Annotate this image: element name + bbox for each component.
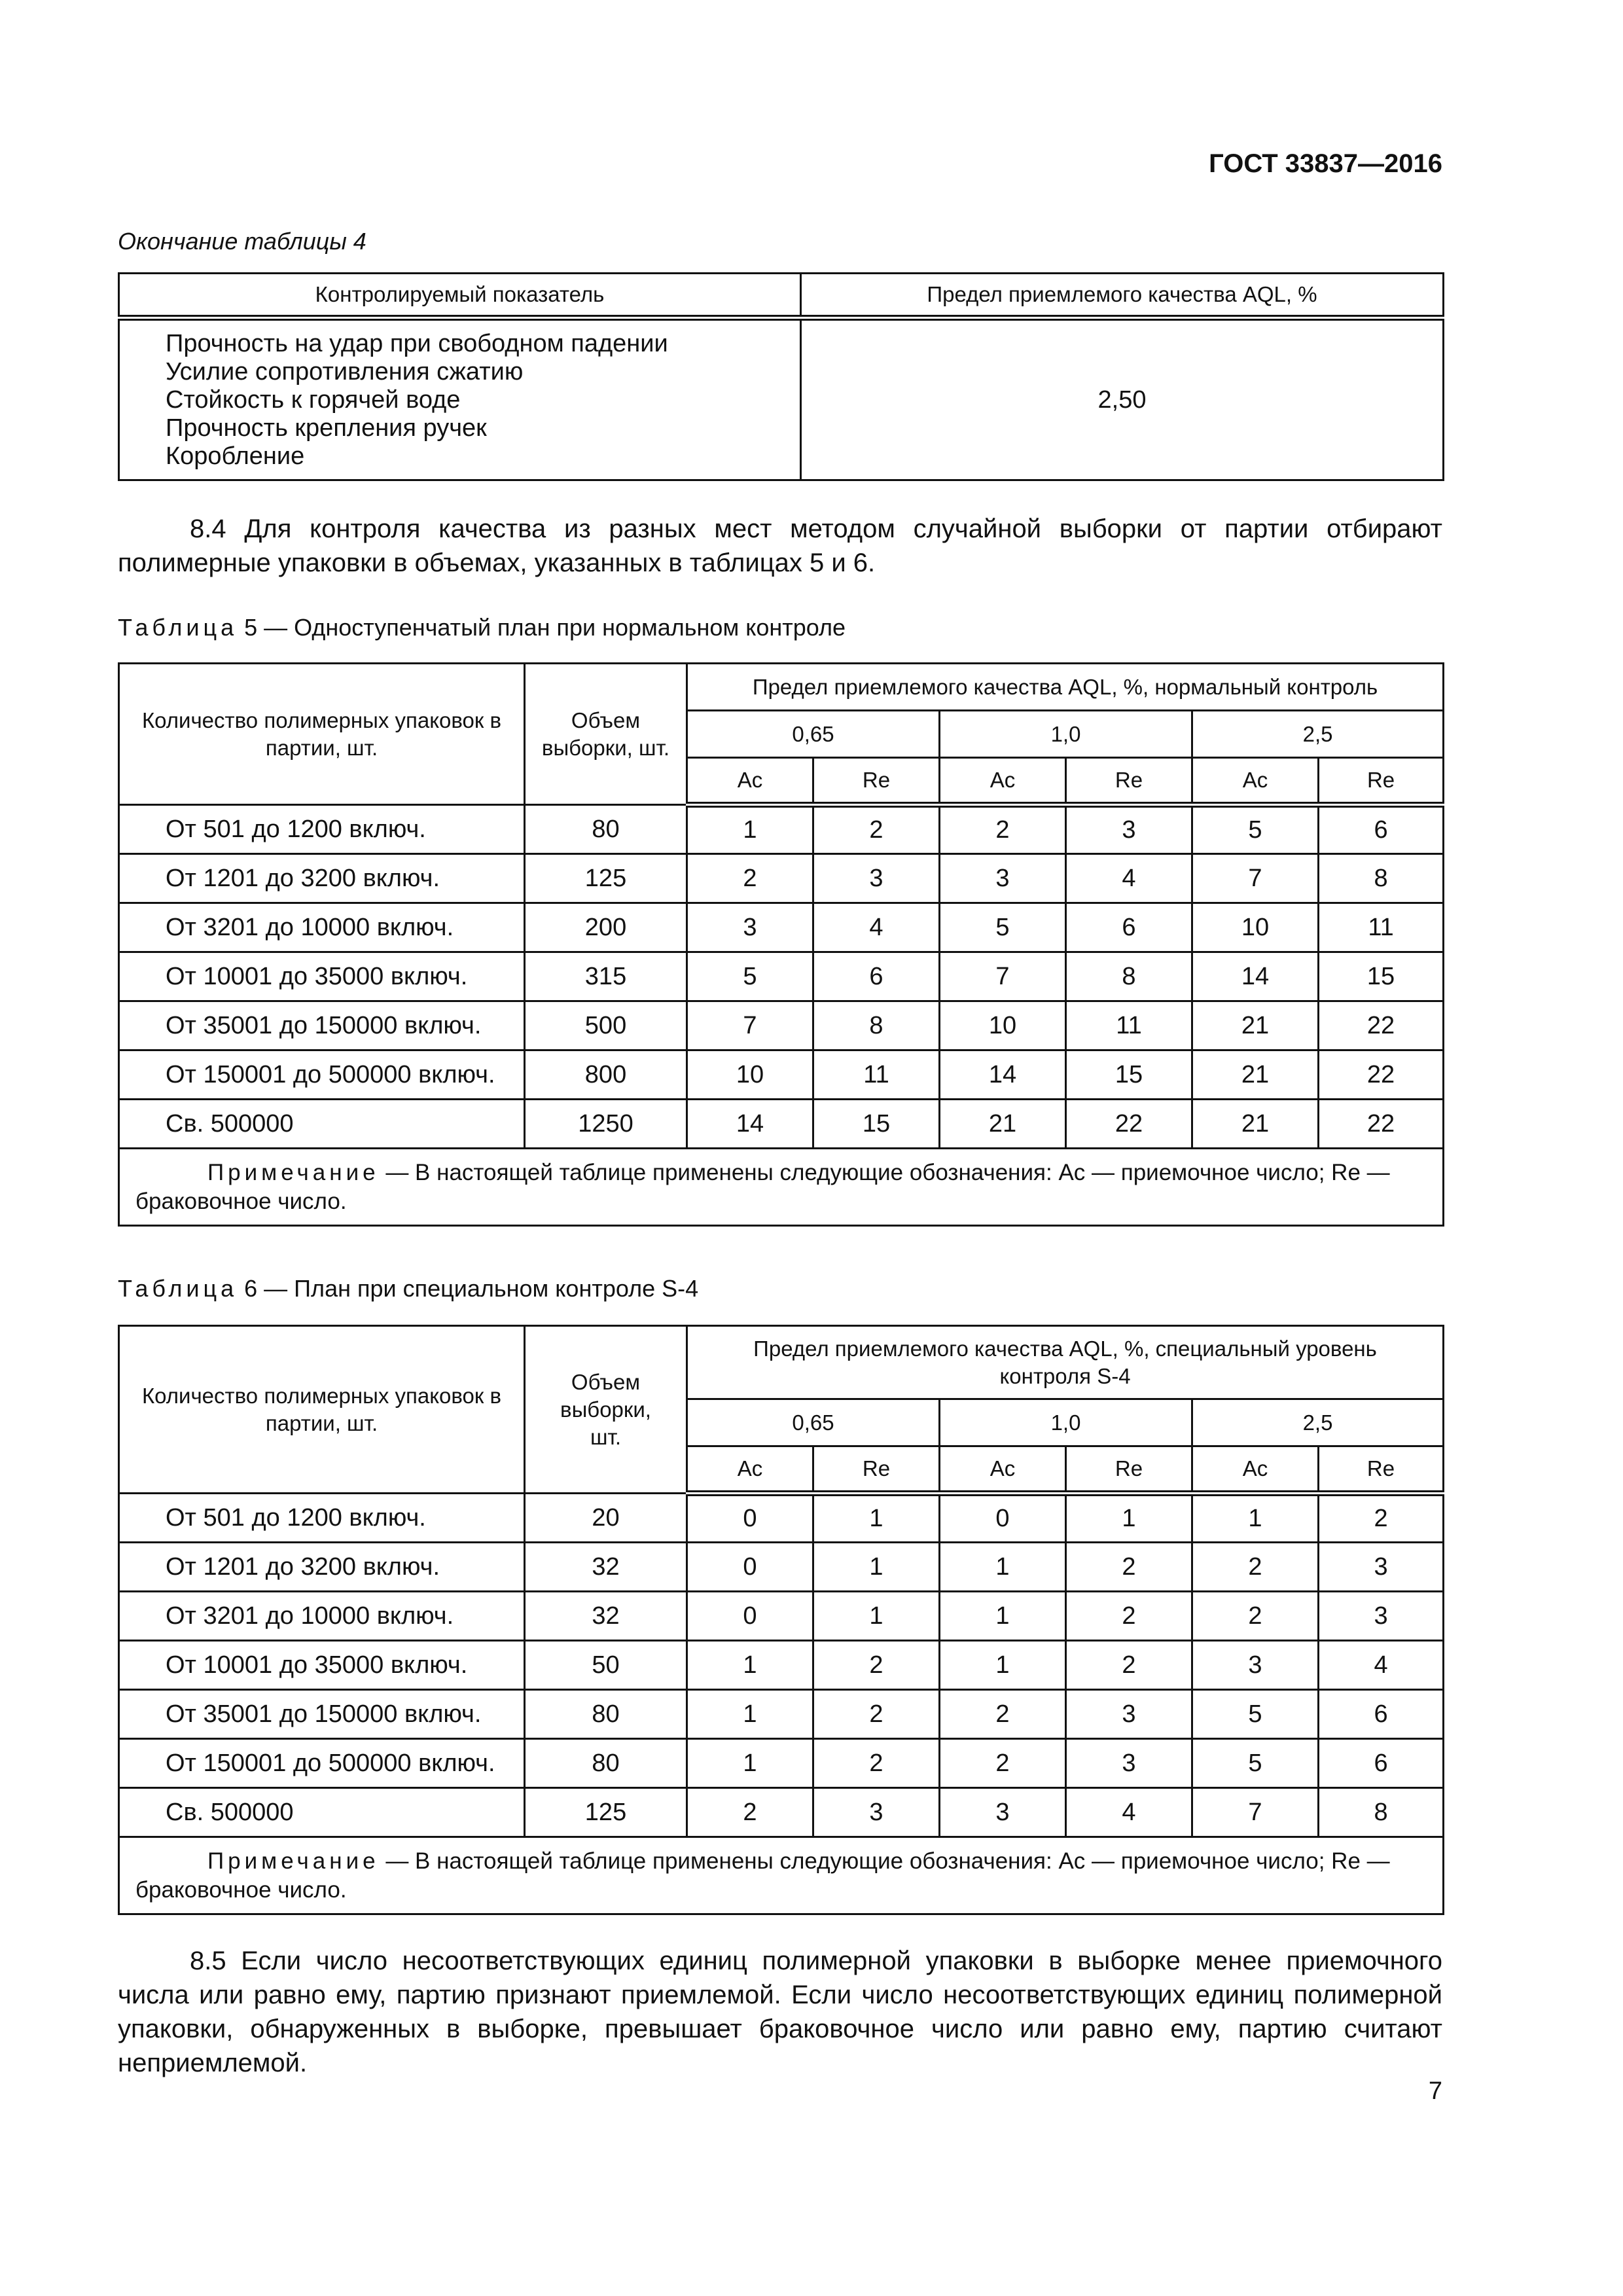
table6-value-cell: 0	[687, 1543, 813, 1592]
table5-lot-range: От 35001 до 150000 включ.	[119, 1001, 525, 1050]
table4-header-aql: Предел приемлемого качества AQL, %	[801, 274, 1444, 318]
table5-value-cell: 3	[940, 854, 1066, 903]
table6-value-cell: 3	[1066, 1690, 1192, 1739]
table5-value-cell: 10	[940, 1001, 1066, 1050]
table6-value-cell: 3	[1319, 1592, 1444, 1641]
table5-value-cell: 21	[1192, 1100, 1319, 1149]
table6-lot-range: От 1201 до 3200 включ.	[119, 1543, 525, 1592]
table5-sample-size: 200	[525, 903, 687, 952]
table6-row	[119, 1739, 1444, 1788]
table5-sample-size: 800	[525, 1050, 687, 1100]
table5-sample-size: 125	[525, 854, 687, 903]
table5-aql-level: 1,0	[940, 711, 1192, 758]
table5-value-cell: 21	[1192, 1001, 1319, 1050]
table5-value-cell: 1	[687, 805, 813, 854]
table5-ac-header: Ac	[1192, 758, 1319, 805]
table6-value-cell: 8	[1319, 1788, 1444, 1837]
table5-value-cell: 2	[687, 854, 813, 903]
table6-value-cell: 0	[940, 1494, 1066, 1543]
table5-re-header: Re	[813, 758, 940, 805]
table6-value-cell: 6	[1319, 1690, 1444, 1739]
table5-value-cell: 11	[1319, 903, 1444, 952]
table5-value-cell: 6	[1066, 903, 1192, 952]
table6-row	[119, 1543, 1444, 1592]
table6-value-cell: 2	[813, 1739, 940, 1788]
table5-value-cell: 8	[813, 1001, 940, 1050]
table5-value-cell: 5	[1192, 805, 1319, 854]
table6-sample-size: 20	[525, 1494, 687, 1543]
paragraph-8-4: 8.4 Для контроля качества из разных мест методом случайной выборки от партии отбирают полимерные упаковки в объемах, указанных в таблицах 5 и 6.	[118, 514, 1442, 577]
table5-value-cell: 2	[813, 805, 940, 854]
table5-row	[119, 903, 1444, 952]
table5-value-cell: 15	[1066, 1050, 1192, 1100]
table5-aql-level: 2,5	[1192, 711, 1444, 758]
table5-note	[119, 1149, 1444, 1226]
table4-aql-value: 2,50	[801, 318, 1444, 480]
table5-value-cell: 22	[1066, 1100, 1192, 1149]
table6-lot-range: От 3201 до 10000 включ.	[119, 1592, 525, 1641]
table4	[118, 272, 1444, 481]
table6-value-cell: 1	[687, 1641, 813, 1690]
table5-value-cell: 8	[1319, 854, 1444, 903]
table5-value-cell: 7	[687, 1001, 813, 1050]
table5-header-aql: Предел приемлемого качества AQL, %, нормальный контроль	[687, 664, 1444, 711]
table6-sample-size: 80	[525, 1690, 687, 1739]
table6-value-cell: 2	[1192, 1543, 1319, 1592]
table6-ac-header: Ac	[687, 1446, 813, 1494]
table5-caption	[118, 614, 846, 641]
table6-value-cell: 6	[1319, 1739, 1444, 1788]
table5-row	[119, 1050, 1444, 1100]
table6-value-cell: 1	[1066, 1494, 1192, 1543]
table4-caption: Окончание таблицы 4	[118, 228, 366, 255]
table5-row	[119, 854, 1444, 903]
table5-value-cell: 3	[1066, 805, 1192, 854]
table5-lot-range: От 150001 до 500000 включ.	[119, 1050, 525, 1100]
table6-lot-range: Св. 500000	[119, 1788, 525, 1837]
table6-value-cell: 1	[687, 1690, 813, 1739]
table6-value-cell: 2	[687, 1788, 813, 1837]
table6-value-cell: 2	[1066, 1543, 1192, 1592]
table5-row	[119, 1100, 1444, 1149]
table6-re-header: Re	[813, 1446, 940, 1494]
table6-lot-range: От 10001 до 35000 включ.	[119, 1641, 525, 1690]
paragraph-8-5: 8.5 Если число несоответствующих единиц полимерной упаковки в выборке менее приемочного числа или равно ему, партию признают приемлемой. Если число несоответствующих единиц полимерной упаковки, обнаруженных в выборке, превышает браковочное число или равно ему, партию считают неприемлемой.	[118, 1946, 1442, 2077]
table6-row	[119, 1788, 1444, 1837]
table6-row	[119, 1592, 1444, 1641]
table6-aql-level: 0,65	[687, 1399, 940, 1446]
table6-aql-level: 1,0	[940, 1399, 1192, 1446]
table6-value-cell: 0	[687, 1494, 813, 1543]
table5-caption-prefix: Таблица	[118, 614, 238, 641]
table5-aql-level: 0,65	[687, 711, 940, 758]
table5-value-cell: 6	[1319, 805, 1444, 854]
table6-value-cell: 2	[940, 1739, 1066, 1788]
table6-caption-prefix: Таблица	[118, 1275, 238, 1302]
table5-value-cell: 14	[687, 1100, 813, 1149]
table5-ac-header: Ac	[940, 758, 1066, 805]
table6-value-cell: 2	[1319, 1494, 1444, 1543]
table5-ac-header: Ac	[687, 758, 813, 805]
table5-lot-range: От 501 до 1200 включ.	[119, 805, 525, 854]
table6-value-cell: 3	[1066, 1739, 1192, 1788]
table6-caption-text: 6 — План при специальном контроле S-4	[238, 1275, 699, 1302]
table6-lot-range: От 501 до 1200 включ.	[119, 1494, 525, 1543]
table5-value-cell: 3	[813, 854, 940, 903]
table6-header-quantity: Количество полимерных упаковок в партии, шт.	[119, 1326, 525, 1494]
table6-lot-range: От 35001 до 150000 включ.	[119, 1690, 525, 1739]
table5-re-header: Re	[1319, 758, 1444, 805]
table6-value-cell: 1	[940, 1592, 1066, 1641]
table6	[118, 1325, 1444, 1915]
table5-row	[119, 805, 1444, 854]
table6-note	[119, 1837, 1444, 1914]
table6-caption	[118, 1275, 698, 1302]
table5-value-cell: 2	[940, 805, 1066, 854]
table5-value-cell: 14	[940, 1050, 1066, 1100]
table6-note-text: — В настоящей таблице применены следующие обозначения: Ac — приемочное число; Re — браковочное число.	[135, 1848, 1390, 1903]
table6-sample-size: 125	[525, 1788, 687, 1837]
table5-sample-size: 1250	[525, 1100, 687, 1149]
table5-value-cell: 11	[1066, 1001, 1192, 1050]
table5-value-cell: 10	[687, 1050, 813, 1100]
table6-value-cell: 4	[1066, 1788, 1192, 1837]
table5-value-cell: 21	[1192, 1050, 1319, 1100]
table6-row	[119, 1690, 1444, 1739]
table5-header-sample: Объем выборки, шт.	[525, 664, 687, 805]
table4-item: Усилие сопротивления сжатию	[166, 357, 524, 386]
table5-value-cell: 4	[813, 903, 940, 952]
table5-value-cell: 8	[1066, 952, 1192, 1001]
table5-value-cell: 11	[813, 1050, 940, 1100]
table6-aql-level: 2,5	[1192, 1399, 1444, 1446]
table4-item: Коробление	[166, 442, 305, 470]
table6-value-cell: 2	[813, 1690, 940, 1739]
page-number: 7	[1428, 2077, 1442, 2105]
table6-sample-size: 80	[525, 1739, 687, 1788]
table4-item: Прочность крепления ручек	[166, 414, 487, 442]
table6-value-cell: 2	[1066, 1641, 1192, 1690]
table5-sample-size: 315	[525, 952, 687, 1001]
table6-value-cell: 3	[1319, 1543, 1444, 1592]
table5-value-cell: 4	[1066, 854, 1192, 903]
table5-note-label: Примечание	[207, 1159, 380, 1185]
table4-item: Прочность на удар при свободном падении	[166, 329, 668, 357]
table6-header-sample: Объем выборки, шт.	[525, 1326, 687, 1494]
table5-row	[119, 1001, 1444, 1050]
table5-value-cell: 21	[940, 1100, 1066, 1149]
table6-row	[119, 1641, 1444, 1690]
table5-sample-size: 500	[525, 1001, 687, 1050]
table6-header-aql: Предел приемлемого качества AQL, %, специальный уровень контроля S-4	[687, 1326, 1444, 1399]
table5-row	[119, 952, 1444, 1001]
table4-header-indicator: Контролируемый показатель	[119, 274, 801, 318]
table5-lot-range: От 3201 до 10000 включ.	[119, 903, 525, 952]
table5-re-header: Re	[1066, 758, 1192, 805]
table6-value-cell: 4	[1319, 1641, 1444, 1690]
table6-value-cell: 5	[1192, 1739, 1319, 1788]
table6-value-cell: 7	[1192, 1788, 1319, 1837]
table5-value-cell: 15	[1319, 952, 1444, 1001]
table6-value-cell: 3	[940, 1788, 1066, 1837]
table5-sample-size: 80	[525, 805, 687, 854]
table6-value-cell: 1	[813, 1592, 940, 1641]
table6-value-cell: 0	[687, 1592, 813, 1641]
table6-value-cell: 2	[813, 1641, 940, 1690]
table4-indicators-list	[119, 318, 801, 480]
document-code: ГОСТ 33837—2016	[1209, 149, 1442, 178]
table6-value-cell: 2	[940, 1690, 1066, 1739]
table6-sample-size: 50	[525, 1641, 687, 1690]
table5-value-cell: 5	[687, 952, 813, 1001]
table6-value-cell: 2	[1066, 1592, 1192, 1641]
table6-value-cell: 5	[1192, 1690, 1319, 1739]
table6-value-cell: 3	[813, 1788, 940, 1837]
table5-lot-range: От 1201 до 3200 включ.	[119, 854, 525, 903]
table6-value-cell: 1	[940, 1543, 1066, 1592]
table5	[118, 662, 1444, 1227]
table6-value-cell: 1	[1192, 1494, 1319, 1543]
table6-re-header: Re	[1319, 1446, 1444, 1494]
table6-sample-size: 32	[525, 1592, 687, 1641]
table5-value-cell: 5	[940, 903, 1066, 952]
table6-lot-range: От 150001 до 500000 включ.	[119, 1739, 525, 1788]
table5-value-cell: 6	[813, 952, 940, 1001]
table5-value-cell: 7	[940, 952, 1066, 1001]
table5-value-cell: 22	[1319, 1050, 1444, 1100]
table5-value-cell: 22	[1319, 1001, 1444, 1050]
table5-value-cell: 22	[1319, 1100, 1444, 1149]
table5-value-cell: 15	[813, 1100, 940, 1149]
table6-sample-size: 32	[525, 1543, 687, 1592]
table5-value-cell: 3	[687, 903, 813, 952]
table6-re-header: Re	[1066, 1446, 1192, 1494]
table5-note-text: — В настоящей таблице применены следующие обозначения: Ac — приемочное число; Re — браковочное число.	[135, 1159, 1390, 1214]
table4-item: Стойкость к горячей воде	[166, 386, 461, 414]
table6-value-cell: 2	[1192, 1592, 1319, 1641]
table5-lot-range: От 10001 до 35000 включ.	[119, 952, 525, 1001]
table5-value-cell: 10	[1192, 903, 1319, 952]
table6-value-cell: 1	[687, 1739, 813, 1788]
table5-value-cell: 7	[1192, 854, 1319, 903]
table5-value-cell: 14	[1192, 952, 1319, 1001]
table6-value-cell: 1	[940, 1641, 1066, 1690]
table6-ac-header: Ac	[940, 1446, 1066, 1494]
table6-ac-header: Ac	[1192, 1446, 1319, 1494]
table5-lot-range: Св. 500000	[119, 1100, 525, 1149]
table6-value-cell: 1	[813, 1494, 940, 1543]
table6-row	[119, 1494, 1444, 1543]
table6-note-label: Примечание	[207, 1848, 380, 1874]
table6-value-cell: 3	[1192, 1641, 1319, 1690]
table5-header-quantity: Количество полимерных упаковок в партии, шт.	[119, 664, 525, 805]
table6-value-cell: 1	[813, 1543, 940, 1592]
table5-caption-text: 5 — Одноступенчатый план при нормальном контроле	[238, 614, 846, 641]
